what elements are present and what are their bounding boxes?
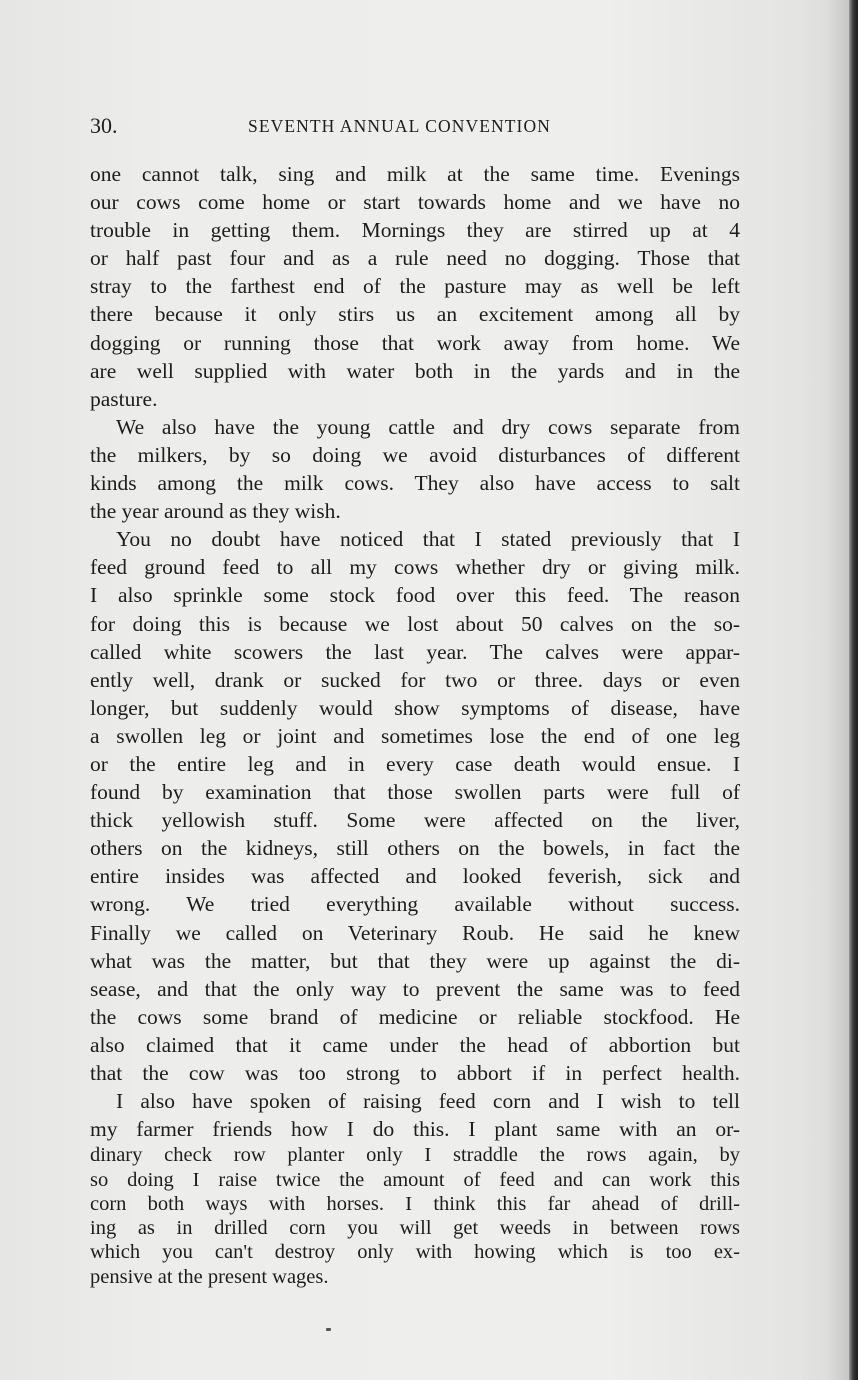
text-line: trouble in getting them. Mornings they are stirred up at 4 bbox=[90, 218, 740, 243]
text-line: longer, but suddenly would show symptoms of disease, have bbox=[90, 695, 740, 720]
text-line: pensive at the present wages. bbox=[90, 1265, 329, 1288]
text-line: so doing I raise twice the amount of feed and can work this bbox=[90, 1168, 740, 1191]
text-line: dogging or running those that work away from home. We bbox=[90, 330, 740, 355]
text-line: called white scowers the last year. The calves were appar- bbox=[90, 639, 740, 664]
page-gutter-shadow bbox=[827, 0, 849, 1380]
text-line: the cows some brand of medicine or reliable stockfood. He bbox=[90, 1004, 740, 1029]
paragraph-start-line: You no doubt have noticed that I stated previously that I bbox=[116, 527, 740, 552]
text-line: I also sprinkle some stock food over this feed. The reason bbox=[90, 583, 740, 608]
text-line: are well supplied with water both in the yards and in the bbox=[90, 358, 740, 383]
text-line: a swollen leg or joint and sometimes lose the end of one leg bbox=[90, 723, 740, 748]
text-line: others on the kidneys, still others on the bowels, in fact the bbox=[90, 836, 740, 861]
text-line: Finally we called on Veterinary Roub. He said he knew bbox=[90, 920, 740, 945]
text-line: dinary check row planter only I straddle the rows again, by bbox=[90, 1144, 740, 1167]
text-line: ing as in drilled corn you will get weeds in between rows bbox=[90, 1217, 740, 1240]
text-line: thick yellowish stuff. Some were affected on the liver, bbox=[90, 808, 740, 833]
text-line: pasture. bbox=[90, 386, 158, 411]
text-line: entire insides was affected and looked feverish, sick and bbox=[90, 864, 740, 889]
text-line: my farmer friends how I do this. I plant same with an or- bbox=[90, 1117, 740, 1142]
printer-mark bbox=[326, 1328, 331, 1331]
text-line: corn both ways with horses. I think this far ahead of drill- bbox=[90, 1192, 740, 1215]
text-line: the milkers, by so doing we avoid disturbances of different bbox=[90, 442, 740, 467]
text-line: stray to the farthest end of the pasture may as well be left bbox=[90, 274, 740, 299]
text-line: the year around as they wish. bbox=[90, 499, 341, 524]
text-line: feed ground feed to all my cows whether dry or giving milk. bbox=[90, 555, 740, 580]
text-line: found by examination that those swollen parts were full of bbox=[90, 780, 740, 805]
text-line: wrong. We tried everything available without success. bbox=[90, 892, 740, 917]
text-line: there because it only stirs us an excitement among all by bbox=[90, 302, 740, 327]
text-line: or the entire leg and in every case death would ensue. I bbox=[90, 751, 740, 776]
page-number: 30. bbox=[90, 113, 118, 138]
paragraph-start-line: I also have spoken of raising feed corn and I wish to tell bbox=[116, 1089, 740, 1114]
paragraph-start-line: We also have the young cattle and dry cows separate from bbox=[116, 414, 740, 439]
text-line: one cannot talk, sing and milk at the same time. Evenings bbox=[90, 162, 740, 186]
text-line: our cows come home or start towards home and we have no bbox=[90, 190, 740, 215]
text-line: sease, and that the only way to prevent the same was to feed bbox=[90, 976, 740, 1001]
text-line: or half past four and as a rule need no dogging. Those that bbox=[90, 246, 740, 271]
body-text bbox=[90, 160, 740, 1289]
page-header bbox=[90, 112, 740, 140]
text-line: kinds among the milk cows. They also have access to salt bbox=[90, 471, 740, 496]
text-line: which you can't destroy only with howing which is too ex- bbox=[90, 1241, 740, 1264]
text-line: for doing this is because we lost about 50 calves on the so- bbox=[90, 611, 740, 636]
text-line: also claimed that it came under the head of abbortion but bbox=[90, 1032, 740, 1057]
text-line: what was the matter, but that they were up against the di- bbox=[90, 948, 740, 973]
running-head: SEVENTH ANNUAL CONVENTION bbox=[248, 116, 551, 136]
adjacent-page-edge bbox=[849, 0, 858, 1380]
text-line: that the cow was too strong to abbort if in perfect health. bbox=[90, 1061, 740, 1085]
text-line: ently well, drank or sucked for two or three. days or even bbox=[90, 667, 740, 692]
